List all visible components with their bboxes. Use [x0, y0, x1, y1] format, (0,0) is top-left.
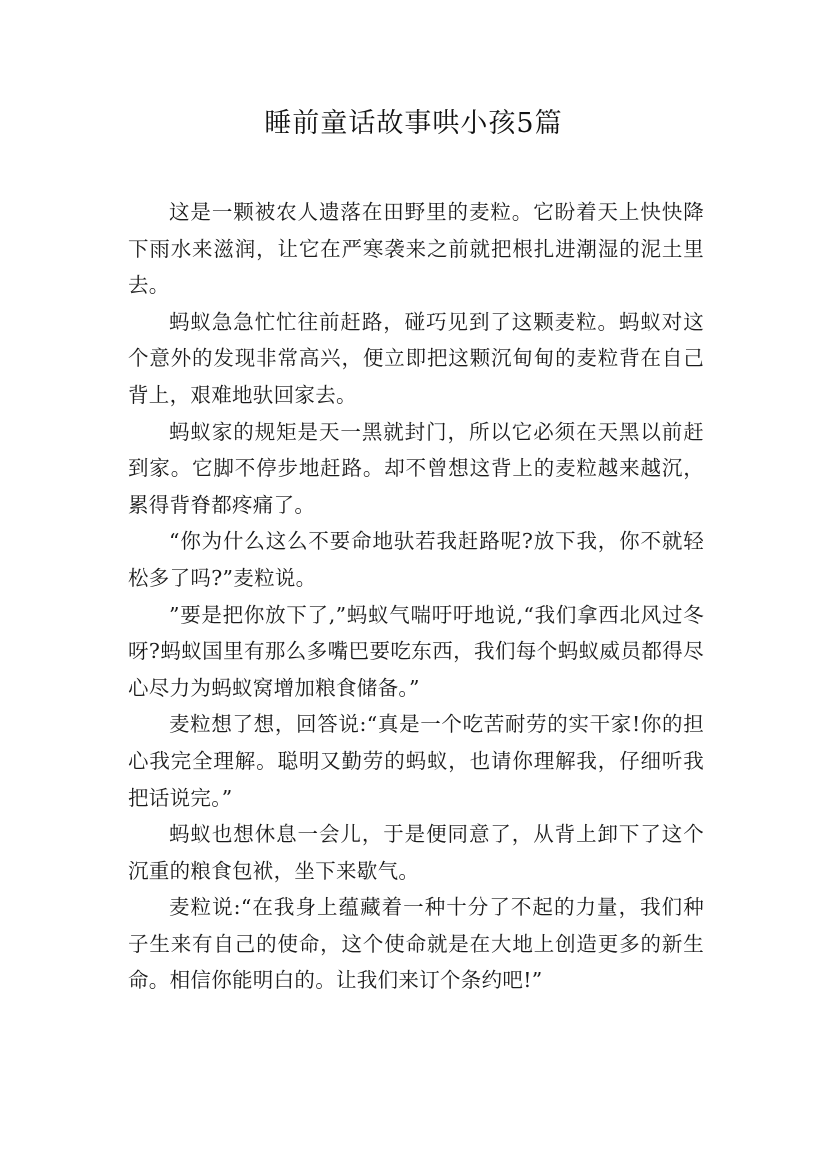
- paragraph: “你为什么这么不要命地驮若我赶路呢?放下我，你不就轻松多了吗?”麦粒说。: [128, 529, 704, 590]
- document-title: 睡前童话故事哄小孩5篇: [264, 108, 563, 139]
- paragraph: ”要是把你放下了,”蚂蚁气喘吁吁地说,“我们拿西北风过冬呀?蚂蚁国里有那么多嘴巴要吃东西，我们每个蚂蚁威员都得尽心尽力为蚂蚁窝增加粮食储备。”: [128, 602, 704, 700]
- paragraph: 蚂蚁家的规矩是天一黑就封门，所以它必须在天黑以前赶到家。它脚不停步地赶路。却不曾想这背上的麦粒越来越沉，累得背脊都疼痛了。: [128, 419, 704, 517]
- paragraph: 蚂蚁也想休息一会儿，于是便同意了，从背上卸下了这个沉重的粮食包袱，坐下来歇气。: [128, 822, 704, 883]
- paragraph: 麦粒想了想，回答说:“真是一个吃苦耐劳的实干家!你的担心我完全理解。聪明又勤劳的蚂蚁，也请你理解我，仔细听我把话说完。”: [128, 712, 704, 810]
- paragraph: 麦粒说:“在我身上蕴藏着一种十分了不起的力量，我们种子生来有自己的使命，这个使命就是在大地上创造更多的新生命。相信你能明白的。让我们来订个条约吧!”: [128, 895, 704, 993]
- paragraph: 蚂蚁急急忙忙往前赶路，碰巧见到了这颗麦粒。蚂蚁对这个意外的发现非常高兴，便立即把这颗沉甸甸的麦粒背在自己背上，艰难地驮回家去。: [128, 309, 704, 407]
- paragraph: 这是一颗被农人遗落在田野里的麦粒。它盼着天上快快降下雨水来滋润，让它在严寒袭来之前就把根扎进潮湿的泥土里去。: [128, 200, 704, 298]
- document-body: [128, 194, 704, 999]
